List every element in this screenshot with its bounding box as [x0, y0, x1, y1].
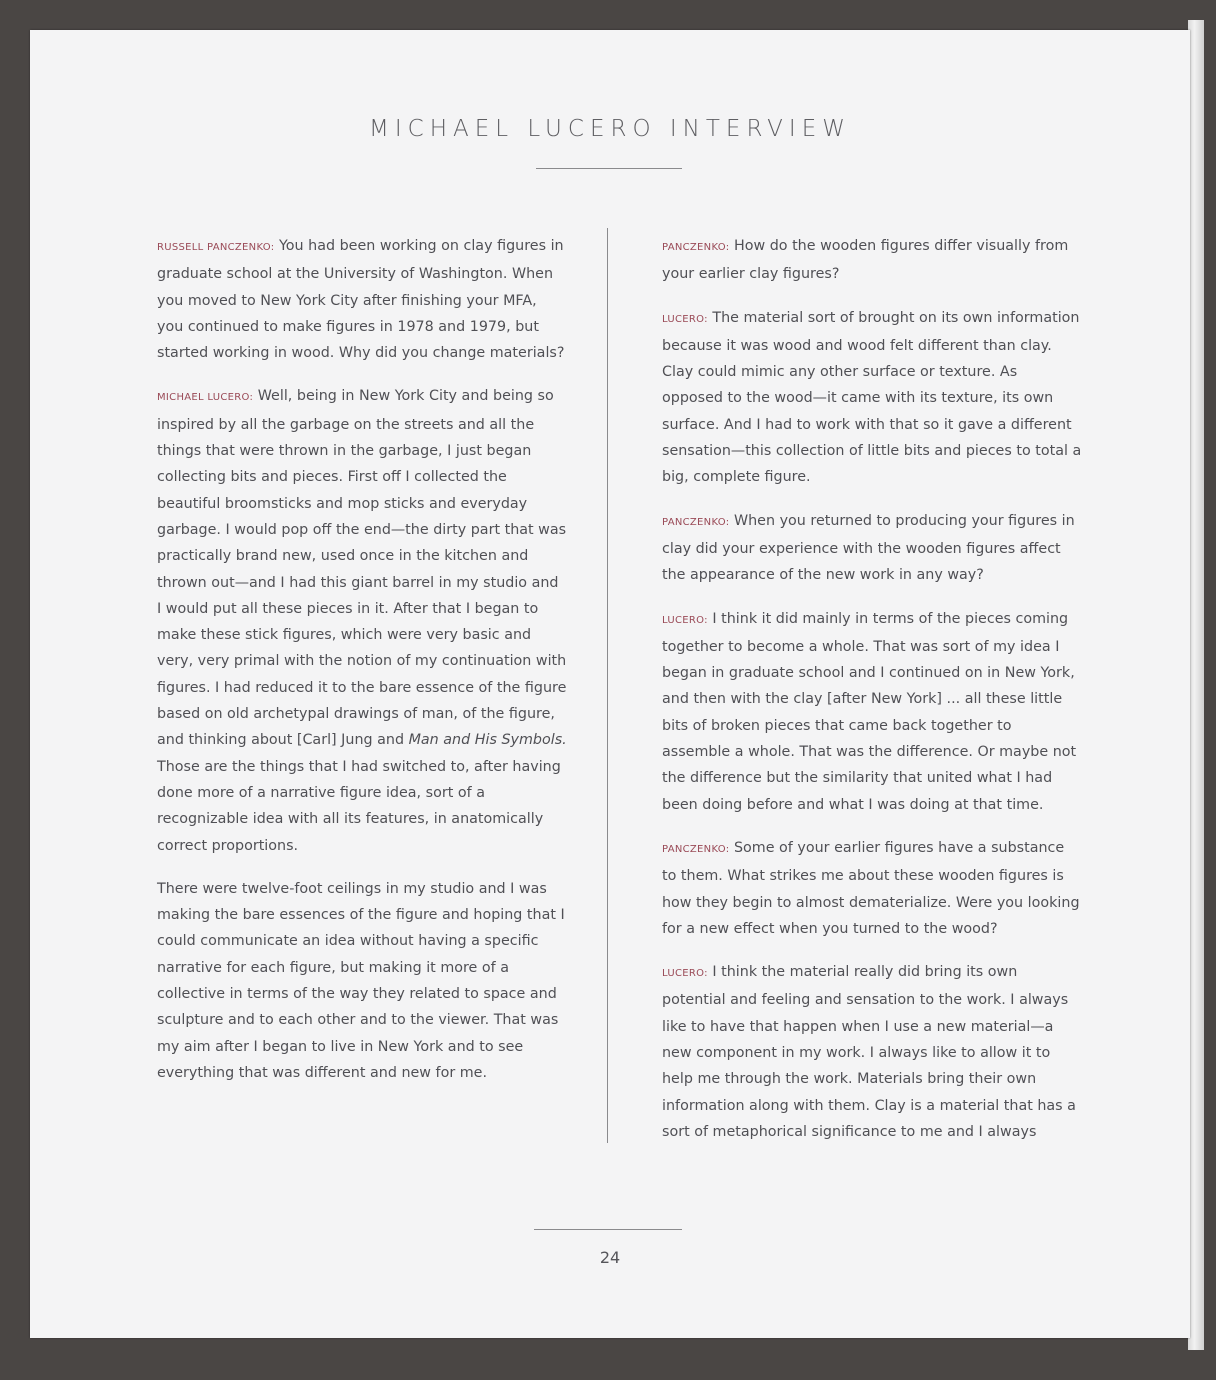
- footer-rule: [534, 1229, 682, 1230]
- speaker-label: LUCERO:: [662, 968, 708, 980]
- paragraph: [662, 959, 1082, 1145]
- paragraph-text: Some of your earlier figures have a substance to them. What strikes me about these wooden figures is how they begin to almost dematerialize. Were you looking for a new effect when you turned to the wood?: [662, 839, 1080, 937]
- column-divider: [607, 228, 608, 1143]
- paragraph: [157, 383, 567, 858]
- title-rule: [536, 168, 682, 169]
- speaker-label: MICHAEL LUCERO:: [157, 392, 254, 404]
- page-title: MICHAEL LUCERO INTERVIEW: [369, 116, 851, 142]
- paragraph-text: Well, being in New York City and being so inspired by all the garbage on the streets and all the things that were thrown in the garbage, I just began collecting bits and pieces. First off I collected the beautiful broomsticks and mop sticks and everyday garbage. I would pop off the end—the dirty part that was practically brand new, used once in the kitchen and thrown out—and I had this giant barrel in my studio and I would put all these pieces in it. After that I began to make these stick figures, which were very basic and very, very primal with the notion of my continuation with figures. I had reduced it to the bare essence of the figure based on old archetypal drawings of man, of the figure, and thinking about [Carl] Jung and: [157, 388, 567, 749]
- speaker-label: RUSSELL PANCZENKO:: [157, 242, 275, 253]
- speaker-label: LUCERO:: [662, 614, 708, 626]
- paragraph-text: I think the material really did bring its own potential and feeling and sensation to the work. I always like to have that happen when I use a new material—a new component in my work. I always like to allow it to help me through the work. Materials bring their own information along with them. Clay is a material that has a sort of metaphorical significance to me and I always: [662, 964, 1076, 1140]
- paragraph-text: There were twelve-foot ceilings in my studio and I was making the bare essences of the figure and hoping that I could communicate an idea without having a specific narrative for each figure, but making it more of a collective in terms of the way they related to space and sculpture and to each other and to the viewer. That was my aim after I began to live in New York and to see everything that was different and new for me.: [157, 880, 565, 1081]
- page-number: 24: [599, 1248, 621, 1267]
- book-page: [30, 30, 1190, 1338]
- paragraph-text: I think it did mainly in terms of the pieces coming together to become a whole. That was sort of my idea I began in graduate school and I continued on in New York, and then with the clay [after New York] ... all these little bits of broken pieces that came back together to assemble a whole. That was the difference. Or maybe not the difference but the similarity that united what I had been doing before and what I was doing at that time.: [662, 610, 1077, 813]
- book-title: Man and His Symbols.: [408, 732, 567, 749]
- paragraph: [157, 233, 567, 366]
- paragraph: [157, 876, 567, 1086]
- left-column: [157, 233, 567, 1103]
- page-edge: [1188, 20, 1204, 1350]
- paragraph-text: How do the wooden figures differ visually from your earlier clay figures?: [662, 238, 1069, 283]
- paragraph: [662, 233, 1082, 288]
- paragraph-text: You had been working on clay figures in graduate school at the University of Washington. When you moved to New York City after finishing your MFA, you continued to make figures in 1978 and 1979, but started working in wood. Why did you change materials?: [157, 238, 565, 362]
- speaker-label: LUCERO:: [662, 313, 708, 325]
- paragraph: [662, 606, 1082, 818]
- paragraph-text: Those are the things that I had switched to, after having done more of a narrative figure idea, sort of a recognizable idea with all its features, in anatomically correct proportions.: [157, 758, 561, 854]
- speaker-label: PANCZENKO:: [662, 516, 730, 528]
- speaker-label: PANCZENKO:: [662, 242, 730, 253]
- paragraph-text: The material sort of brought on its own information because it was wood and wood felt different than clay. Clay could mimic any other surface or texture. As opposed to the wood—it came with its texture, its own surface. And I had to work with that so it gave a different sensation—this collection of little bits and pieces to total a big, complete figure.: [662, 309, 1082, 486]
- paragraph: [662, 305, 1082, 491]
- paragraph-text: When you returned to producing your figures in clay did your experience with the wooden figures affect the appearance of the new work in any way?: [662, 512, 1075, 584]
- paragraph: [662, 835, 1082, 942]
- right-column: [662, 233, 1082, 1162]
- speaker-label: PANCZENKO:: [662, 843, 730, 855]
- paragraph: [662, 508, 1082, 589]
